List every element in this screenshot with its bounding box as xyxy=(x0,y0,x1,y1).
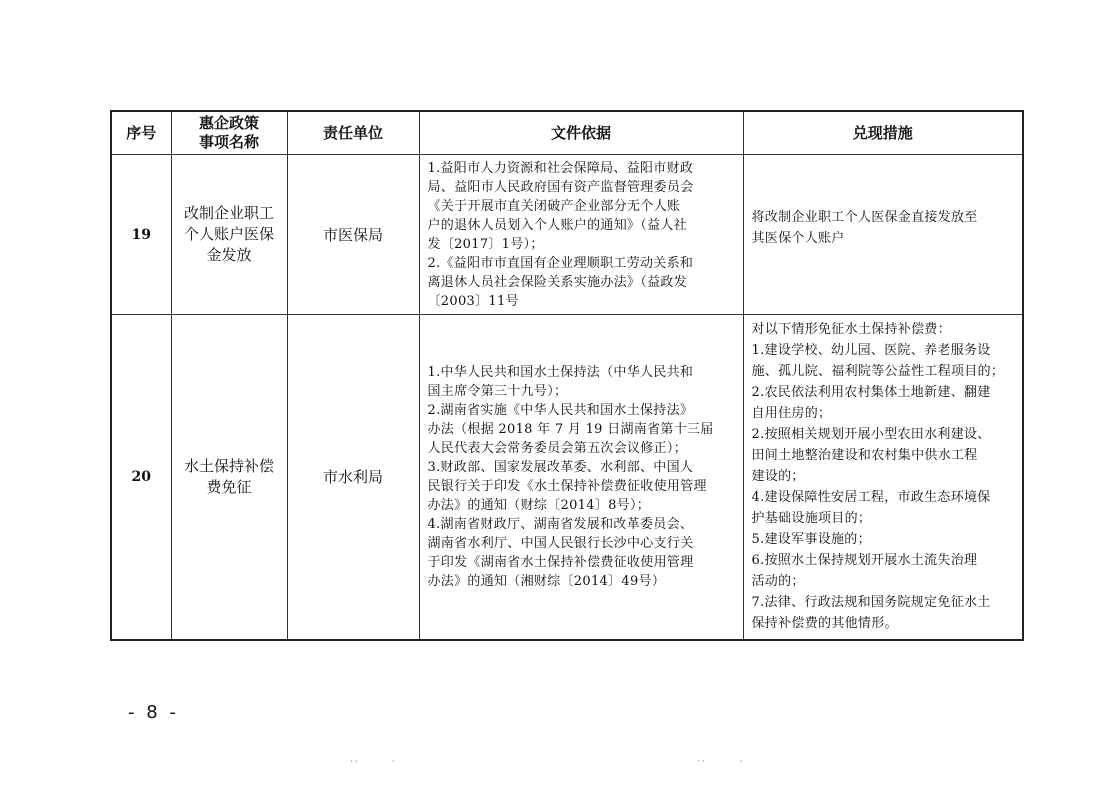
basis-line: 1.中华人民共和国水土保持法（中华人民共和 xyxy=(427,364,694,380)
policy-name-line: 费免征 xyxy=(206,477,252,496)
basis-line: 《关于开展市直关闭破产企业部分无个人账 xyxy=(427,198,681,214)
header-measures: 兑现措施 xyxy=(743,111,1023,155)
header-policy-name-line: 惠企政策 xyxy=(198,114,259,132)
scan-speck: · · xyxy=(350,757,358,766)
measure-line: 对以下情形免征水土保持补偿费： xyxy=(751,322,952,338)
measure-line: 其医保个人账户 xyxy=(751,231,845,246)
policy-table xyxy=(110,110,1024,641)
row-measures xyxy=(743,155,1023,315)
measure-line: 2.按照相关规划开展小型农田水利建设、 xyxy=(751,427,991,443)
measure-line: 将改制企业职工个人医保金直接发放至 xyxy=(751,210,978,225)
row-measures xyxy=(743,315,1023,640)
basis-line: 国主席令第三十九号）； xyxy=(427,383,568,399)
basis-line: 1.益阳市人力资源和社会保障局、益阳市财政 xyxy=(427,160,694,176)
header-responsible-unit: 责任单位 xyxy=(287,111,419,155)
measure-line: 保持补偿费的其他情形。 xyxy=(751,616,898,632)
measure-line: 活动的； xyxy=(751,574,805,590)
table-row xyxy=(111,155,1023,315)
policy-name-line: 水土保持补偿 xyxy=(183,456,274,475)
basis-line: 离退休人员社会保险关系实施办法》（益政发 xyxy=(427,274,688,290)
basis-line: 〔2003〕11号 xyxy=(427,293,519,309)
basis-line: 4.湖南省财政厅、湖南省发展和改革委员会、 xyxy=(427,516,694,532)
basis-line: 2.《益阳市市直国有企业理顺职工劳动关系和 xyxy=(427,255,694,271)
row-number: 20 xyxy=(111,315,171,640)
table-row xyxy=(111,315,1023,640)
scan-speck: · xyxy=(392,757,395,766)
header-number: 序号 xyxy=(111,111,171,155)
measure-line: 1.建设学校、幼儿园、医院、养老服务设 xyxy=(751,343,991,359)
basis-line: 民银行关于印发《水土保持补偿费征收使用管理 xyxy=(427,478,707,494)
row-document-basis xyxy=(419,315,743,640)
basis-line: 户的退休人员划入个人账户的通知》（益人社 xyxy=(427,217,688,233)
measure-line: 建设的； xyxy=(751,469,805,485)
page-number: - 8 - xyxy=(128,702,179,723)
measure-line: 护基础设施项目的； xyxy=(751,511,872,527)
measure-line: 2.农民依法利用农村集体土地新建、翻建 xyxy=(751,385,991,401)
header-policy-name xyxy=(171,111,287,155)
basis-line: 局、益阳市人民政府国有资产监督管理委员会 xyxy=(427,179,694,195)
policy-name-line: 金发放 xyxy=(206,246,252,264)
row-responsible-unit: 市医保局 xyxy=(287,155,419,315)
header-document-basis: 文件依据 xyxy=(419,111,743,155)
table-header-row xyxy=(111,111,1023,155)
basis-line: 办法》的通知（湘财综〔2014〕49号） xyxy=(427,573,666,589)
row-number: 19 xyxy=(111,155,171,315)
row-responsible-unit: 市水利局 xyxy=(287,315,419,640)
measure-line: 6.按照水土保持规划开展水土流失治理 xyxy=(751,553,978,569)
measure-line: 自用住房的； xyxy=(751,406,832,422)
policy-name-line: 改制企业职工 xyxy=(183,204,274,222)
header-policy-name-line: 事项名称 xyxy=(198,133,259,151)
measure-line: 7.法律、行政法规和国务院规定免征水土 xyxy=(751,595,991,611)
basis-line: 3.财政部、国家发展改革委、水利部、中国人 xyxy=(427,459,694,475)
measure-line: 4.建设保障性安居工程，市政生态环境保 xyxy=(751,490,991,506)
measure-line: 田间土地整治建设和农村集中供水工程 xyxy=(751,448,978,464)
basis-line: 2.湖南省实施《中华人民共和国水土保持法》 xyxy=(427,402,694,418)
basis-line: 办法》的通知（财综〔2014〕8号）； xyxy=(427,497,651,513)
basis-line: 人民代表大会常务委员会第五次会议修正）； xyxy=(427,440,688,456)
measure-line: 施、孤儿院、福利院等公益性工程项目的； xyxy=(751,364,1005,380)
basis-line: 办法（根据 2018 年 7 月 19 日湖南省第十三届 xyxy=(427,421,714,437)
measure-line: 5.建设军事设施的； xyxy=(751,532,871,548)
basis-line: 于印发《湖南省水土保持补偿费征收使用管理 xyxy=(427,554,694,570)
scan-speck: · · xyxy=(697,757,705,766)
scan-speck: · xyxy=(740,757,743,766)
policy-name-line: 个人账户医保 xyxy=(183,225,274,243)
row-policy-name xyxy=(171,155,287,315)
basis-line: 发〔2017〕1号）； xyxy=(427,236,544,252)
row-document-basis xyxy=(419,155,743,315)
basis-line: 湖南省水利厅、中国人民银行长沙中心支行关 xyxy=(427,535,694,551)
row-policy-name xyxy=(171,315,287,640)
